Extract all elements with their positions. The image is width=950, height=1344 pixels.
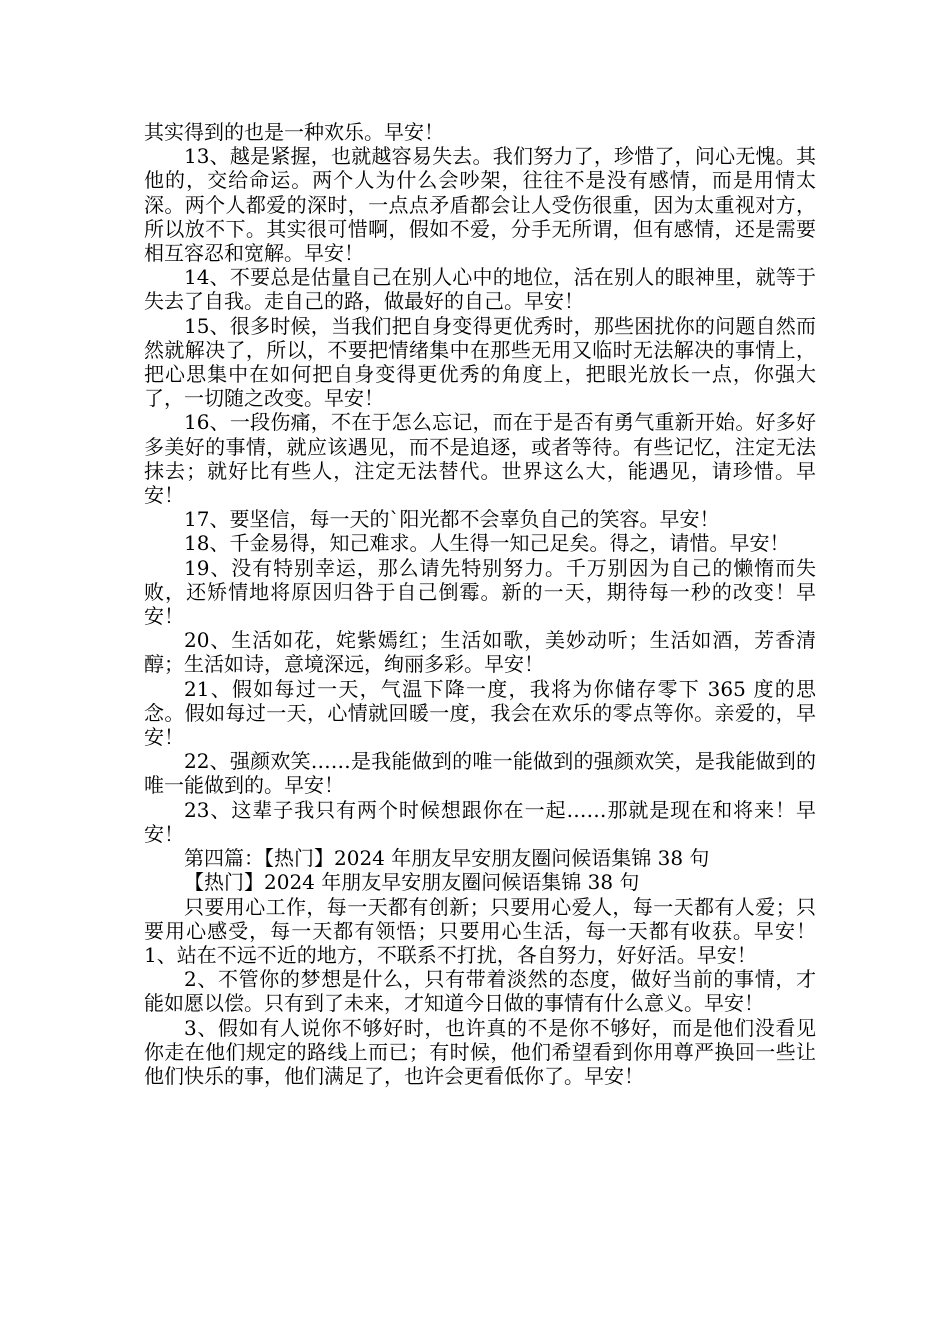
paragraph-intro: 只要用心工作，每一天都有创新；只要用心爱人，每一天都有人爱；只要用心感受，每一天都有领悟；只要用心生活，每一天都有收获。早安！1、站在不远不近的地方，不联系不打扰，各自努力，好好活。早安！ [144,894,816,967]
paragraph-16: 16、一段伤痛，不在于怎么忘记，而在于是否有勇气重新开始。好多好多美好的事情，就应该遇见，而不是追逐，或者等待。有些记忆，注定无法抹去；就好比有些人，注定无法替代。世界这么大，能遇见，请珍惜。早安！ [144,410,816,508]
paragraph-continuation: 其实得到的也是一种欢乐。早安！ [144,120,444,144]
paragraph-23: 23、这辈子我只有两个时候想跟你在一起……那就是现在和将来！早安！ [144,797,816,846]
paragraph-19: 19、没有特别幸运，那么请先特别努力。千万别因为自己的懒惰而失败，还矫情地将原因归咎于自己倒霉。新的一天，期待每一秒的改变！早安！ [144,555,816,629]
document-page [144,120,816,1088]
paragraph-15: 15、很多时候，当我们把自身变得更优秀时，那些困扰你的问题自然而然就解决了，所以，不要把情绪集中在那些无用又临时无法解决的事情上，把心思集中在如何把自身变得更优秀的角度上，把眼光放长一点，你强大了，一切随之改变。早安！ [144,313,816,411]
paragraph-17: 17、要坚信，每一天的`阳光都不会辜负自己的笑容。早安！ [184,507,720,532]
paragraph-13: 13、越是紧握，也就越容易失去。我们努力了，珍惜了，问心无愧。其他的，交给命运。两个人为什么会吵架，往往不是没有感情，而是用情太深。两个人都爱的深时，一点点矛盾都会让人受伤很重，因为太重视对方，所以放不下。其实很可惜啊，假如不爱，分手无所谓，但有感情，还是需要相互容忍和宽解。早安！ [144,144,816,266]
section-heading: 第四篇：【热门】2024 年朋友早安朋友圈问候语集锦 38 句 [184,846,710,871]
paragraph-21: 21、假如每过一天，气温下降一度，我将为你储存零下 365 度的思念。假如每过一天，心情就回暖一度，我会在欢乐的零点等你。亲爱的，早安！ [144,676,816,750]
paragraph-14: 14、不要总是估量自己在别人心中的地位，活在别人的眼神里，就等于失去了自我。走自己的路，做最好的自己。早安！ [144,265,816,314]
paragraph-q2: 2、不管你的梦想是什么，只有带着淡然的态度，做好当前的事情，才能如愿以偿。只有到了未来，才知道今日做的事情有什么意义。早安！ [144,967,816,1016]
paragraph-20: 20、生活如花，姹紫嫣红；生活如歌，美妙动听；生活如酒，芳香清醇；生活如诗，意境深远，绚丽多彩。早安！ [144,628,816,677]
section-subheading: 【热门】2024 年朋友早安朋友圈问候语集锦 38 句 [184,870,640,895]
paragraph-q3: 3、假如有人说你不够好时，也许真的不是你不够好，而是他们没看见你走在他们规定的路线上而已；有时候，他们希望看到你用尊严换回一些让他们快乐的事，他们满足了，也许会更看低你了。早安！ [144,1015,816,1088]
paragraph-22: 22、强颜欢笑……是我能做到的唯一能做到的强颜欢笑，是我能做到的唯一能做到的。早安！ [144,749,816,798]
paragraph-18: 18、千金易得，知己难求。人生得一知己足矣。得之，请惜。早安！ [184,531,790,556]
